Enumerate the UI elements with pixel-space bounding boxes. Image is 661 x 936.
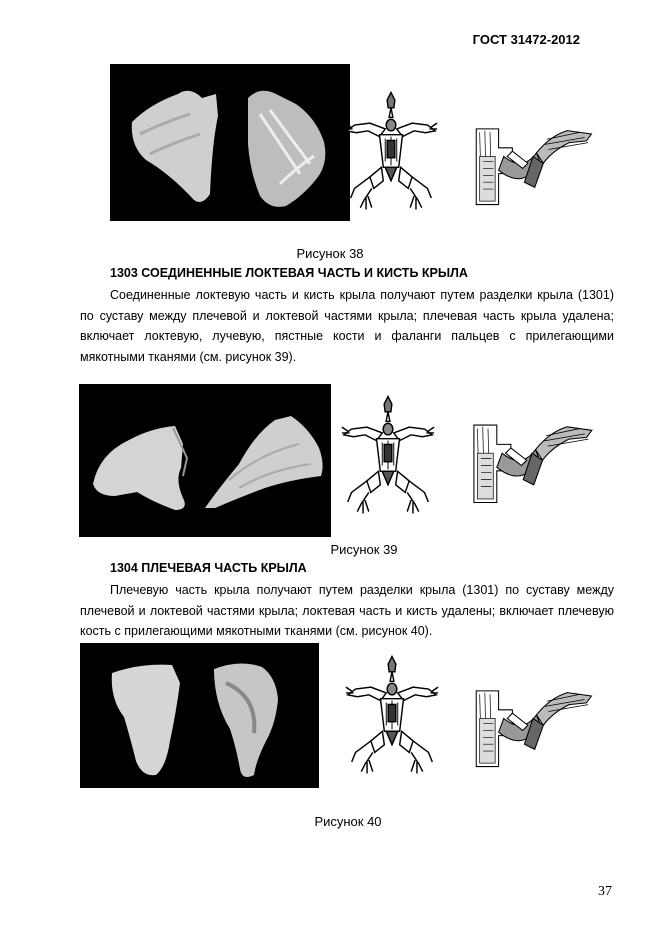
figure-39-photo: [79, 384, 331, 537]
wing-piece-right: [248, 91, 325, 207]
wing-piece-left: [93, 426, 185, 510]
figure-39-caption: Рисунок 39: [330, 542, 398, 557]
figure-39-skeleton: [340, 390, 436, 520]
figure-39-wing-diagram: [462, 418, 602, 506]
section-1304-heading: 1304 ПЛЕЧЕВАЯ ЧАСТЬ КРЫЛА: [110, 561, 307, 575]
section-1303-heading: 1303 СОЕДИНЕННЫЕ ЛОКТЕВАЯ ЧАСТЬ И КИСТЬ КРЫЛА: [110, 266, 468, 280]
wing-piece-right: [214, 663, 278, 777]
section-1304-paragraph: Плечевую часть крыла получают путем разделки крыла (1301) по суставу между плечевой и локтевой частями крыла; локтевая часть и кисть удалены; включает плечевую кость с прилегающими мякотными тканями (см. рисунок 40).: [80, 583, 614, 638]
page-number: 37: [598, 884, 612, 899]
figure-38-photo: [110, 64, 350, 221]
figure-38-wing-diagram: [464, 122, 602, 208]
figure-40-wing-diagram: [464, 684, 602, 770]
wing-piece-right: [205, 416, 323, 508]
document-header: ГОСТ 31472-2012: [472, 32, 580, 47]
figure-38-caption: Рисунок 38: [296, 246, 364, 261]
figure-40-photo: [80, 643, 319, 788]
figure-40-skeleton: [344, 650, 440, 780]
section-1303-paragraph: Соединенные локтевую часть и кисть крыла получают путем разделки крыла (1301) по суставу между плечевой и локтевой частями крыла; плечевая часть крыла удалена; включает локтевую, лучевую, пястные кости и фаланги пальцев с прилегающими мякотными тканями (см. рисунок 39).: [80, 288, 614, 364]
figure-38-skeleton: [343, 86, 439, 216]
wing-piece-left: [132, 91, 218, 202]
figure-40-caption: Рисунок 40: [314, 814, 382, 829]
wing-piece-left: [112, 665, 180, 776]
